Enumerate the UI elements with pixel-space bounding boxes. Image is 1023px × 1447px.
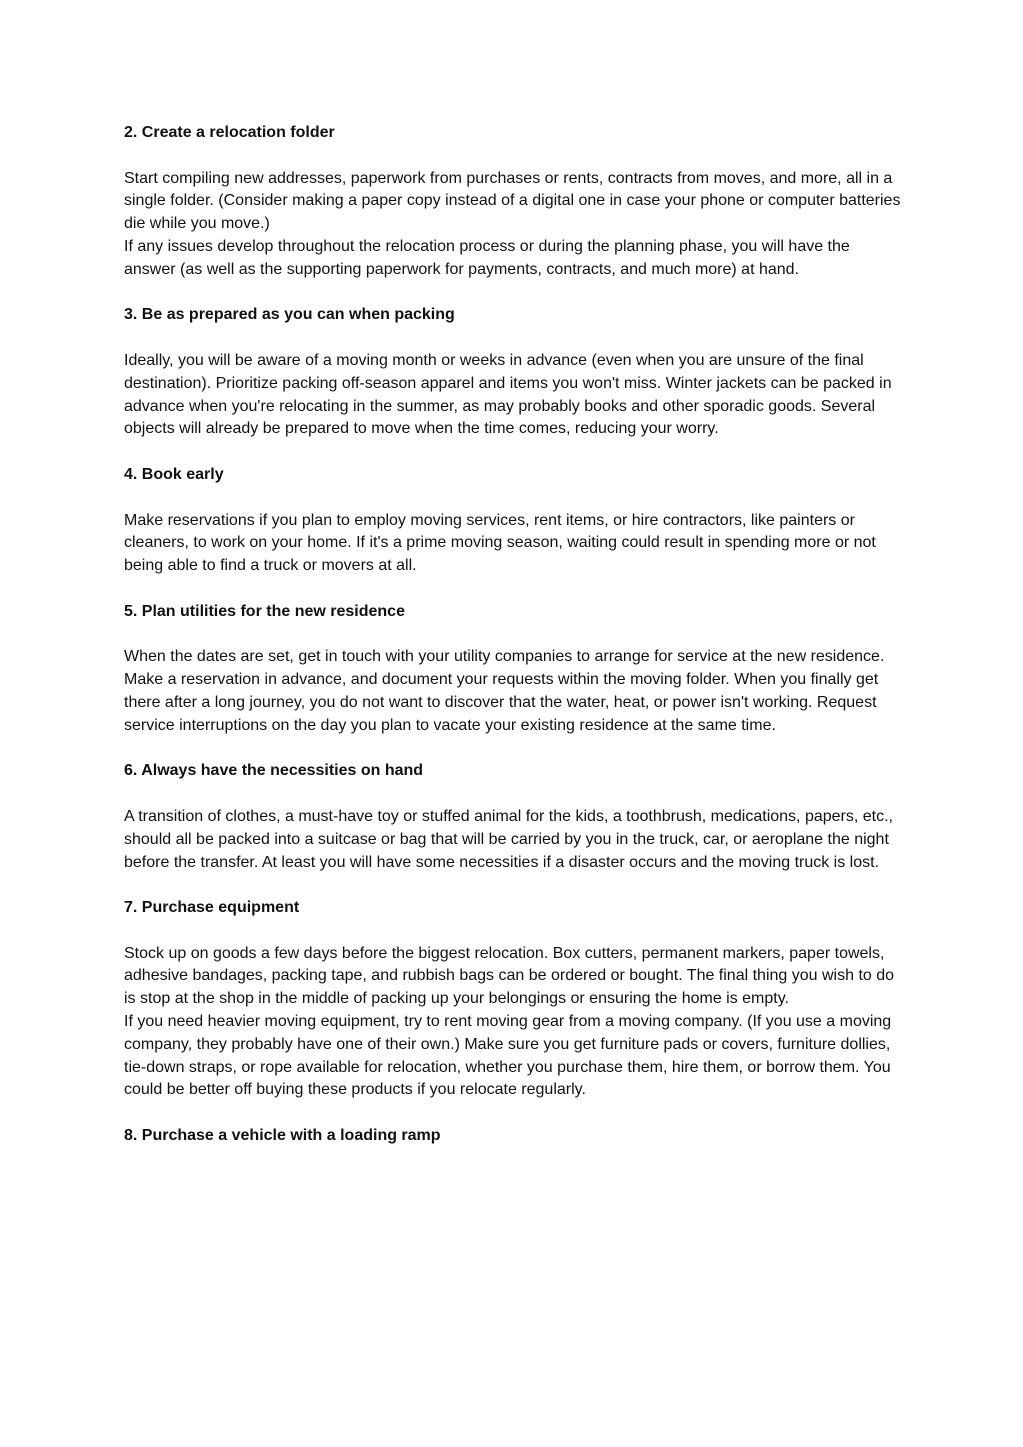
section-heading: 7. Purchase equipment <box>124 899 300 917</box>
section-heading: 3. Be as prepared as you can when packing <box>124 306 455 324</box>
paragraph: When the dates are set, get in touch with your utility companies to arrange for service at the new residence. Make a reservation in advance, and document your requests within the moving folder. When you finally get there after a long journey, you do not want to discover that the water, heat, or power isn't working. Request service interruptions on the day you plan to vacate your existing residence at the same time. <box>124 648 885 734</box>
paragraph: Start compiling new addresses, paperwork from purchases or rents, contracts from moves, and more, all in a single folder. (Consider making a paper copy instead of a digital one in case your phone or computer batteries die while you move.) <box>124 169 901 233</box>
paragraph: Ideally, you will be aware of a moving month or weeks in advance (even when you are unsure of the final destination). Prioritize packing off-season apparel and items you won't miss. Winter jackets can be packed in advance when you're relocating in the summer, as may probably books and other sporadic goods. Several objects will already be prepared to move when the time comes, reducing your worry. <box>124 351 892 438</box>
section-purchase-equipment <box>124 897 904 1125</box>
section-heading: 4. Book early <box>124 465 224 483</box>
paragraph: A transition of clothes, a must-have toy or stuffed animal for the kids, a toothbrush, medications, papers, etc., should all be packed into a suitcase or bag that will be carried by you in the truck, car, or aeroplane the night before the transfer. At least you will have some necessities if a disaster occurs and the moving truck is lost. <box>124 807 893 871</box>
section-necessities-on-hand <box>124 760 904 897</box>
section-vehicle-loading-ramp <box>124 1125 904 1148</box>
section-heading: 5. Plan utilities for the new residence <box>124 602 405 620</box>
paragraph: Make reservations if you plan to employ moving services, rent items, or hire contractors, like painters or cleaners, to work on your home. If it's a prime moving season, waiting could result in spending more or not being able to find a truck or movers at all. <box>124 511 876 575</box>
paragraph: If any issues develop throughout the relocation process or during the planning phase, you will have the answer (as well as the supporting paperwork for payments, contracts, and much more) at hand. <box>124 237 850 278</box>
section-heading: 6. Always have the necessities on hand <box>124 762 424 780</box>
section-be-prepared-packing <box>124 304 904 464</box>
section-book-early <box>124 464 904 601</box>
document-page <box>124 122 904 1148</box>
section-create-relocation-folder <box>124 122 904 304</box>
section-heading: 2. Create a relocation folder <box>124 124 335 141</box>
section-heading: 8. Purchase a vehicle with a loading ramp <box>124 1127 441 1145</box>
section-plan-utilities <box>124 601 904 761</box>
paragraph: Stock up on goods a few days before the biggest relocation. Box cutters, permanent markers, paper towels, adhesive bandages, packing tape, and rubbish bags can be ordered or bought. The final thing you wish to do is stop at the shop in the middle of packing up your belongings or ensuring the home is empty. <box>124 944 895 1008</box>
paragraph: If you need heavier moving equipment, try to rent moving gear from a moving company. (If you use a moving company, they probably have one of their own.) Make sure you get furniture pads or covers, furniture dollies, tie-down straps, or rope available for relocation, whether you purchase them, hire them, or borrow them. You could be better off buying these products if you relocate regularly. <box>124 1013 892 1099</box>
